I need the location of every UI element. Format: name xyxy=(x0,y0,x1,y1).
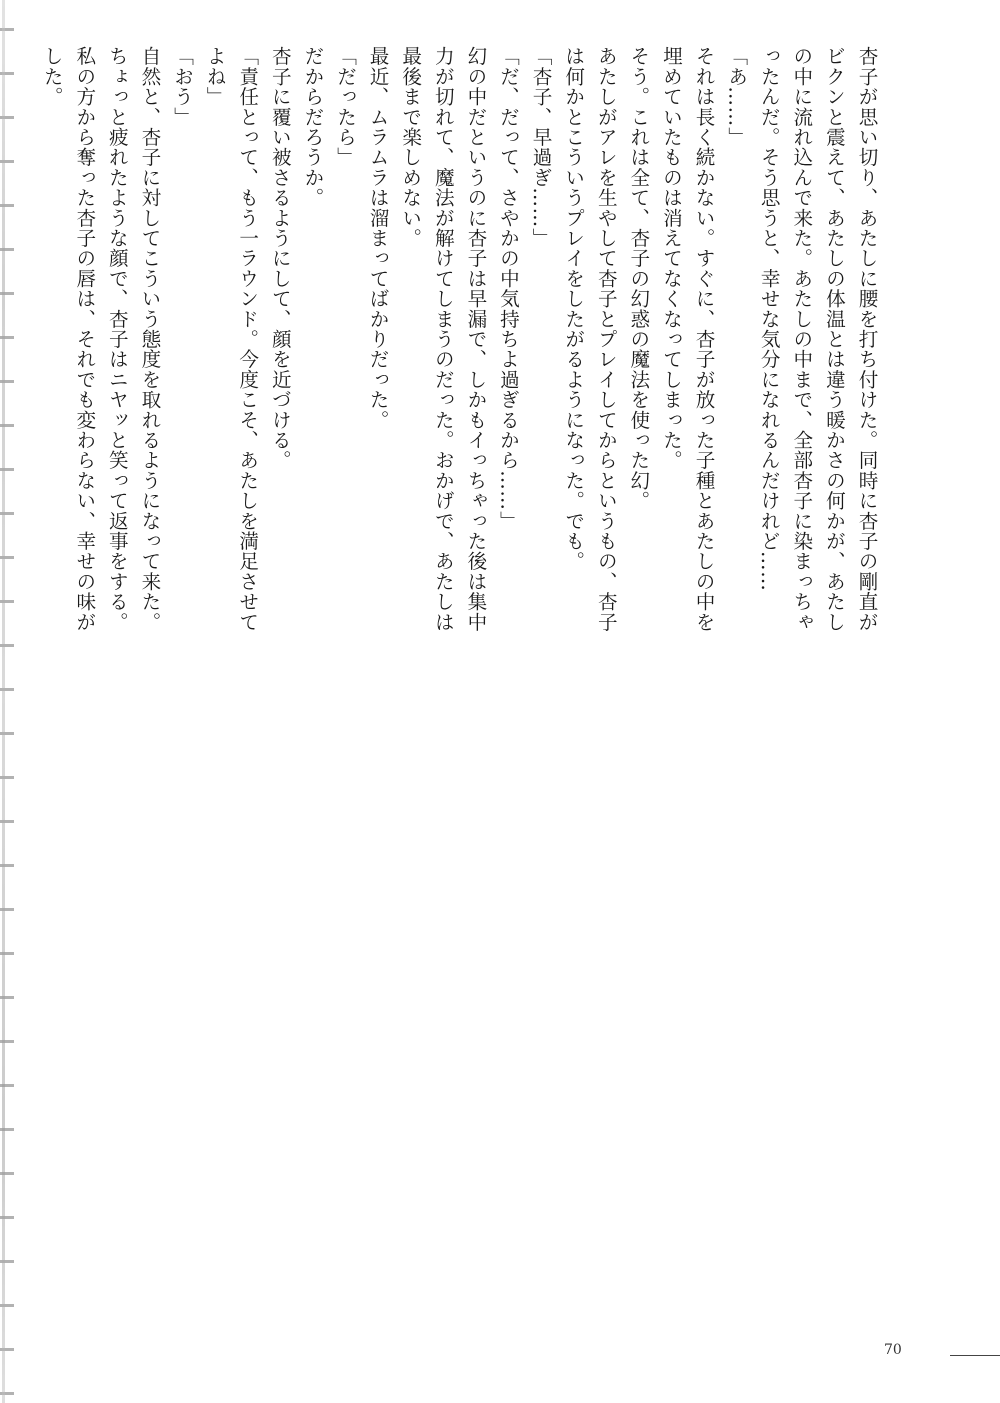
paragraph: あたしがアレを生やして杏子とプレイしてからというもの、杏子は何かとこういうプレイをしたがるようになった。でも。 xyxy=(561,46,618,632)
paragraph: 最近、ムラムラは溜まってばかりだった。 xyxy=(366,46,390,430)
paragraph: 私の方から奪った杏子の唇は、それでも変わらない、幸せの味がした。 xyxy=(40,46,96,632)
paragraph: それは長く続かない。すぐに、杏子が放った子種とあたしの中を埋めていたものは消えてなくなってしまった。 xyxy=(659,46,716,632)
paragraph: 「おう」 xyxy=(170,46,194,127)
paragraph: 杏子に覆い被さるようにして、顔を近づける。 xyxy=(268,46,292,471)
scan-binding-edge xyxy=(0,0,14,1403)
paragraph: 自然と、杏子に対してこういう態度を取れるようになって来た。 xyxy=(137,46,161,632)
page-number-rule xyxy=(950,1355,1000,1356)
paragraph: 「あ……」 xyxy=(724,46,748,147)
body-text xyxy=(35,46,882,646)
paragraph: だからだろうか。 xyxy=(300,46,324,208)
paragraph: 「だったら」 xyxy=(333,46,357,168)
paragraph: ちょっと疲れたような顔で、杏子はニヤッと笑って返事をする。 xyxy=(105,46,129,632)
paragraph: 「杏子、早過ぎ……」 xyxy=(529,46,553,248)
paragraph: 幻の中だというのに杏子は早漏で、しかもイっちゃった後は集中力が切れて、魔法が解けてしまうのだった。おかげで、あたしは最後まで楽しめない。 xyxy=(398,46,487,632)
paragraph: 杏子が思い切り、あたしに腰を打ち付けた。同時に杏子の剛直がビクンと震えて、あたしの体温とは違う暖かさの何かが、あたしの中に流れ込んで来た。あたしの中まで、全部杏子に染まっちゃったんだ。そう思うと、幸せな気分になれるんだけれど…… xyxy=(757,46,878,632)
paragraph: そう。これは全て、杏子の幻惑の魔法を使った幻。 xyxy=(626,46,650,511)
page-number: 70 xyxy=(884,1342,902,1358)
paragraph: 「だ、だって、さやかの中気持ちよ過ぎるから……」 xyxy=(496,46,520,531)
paragraph: 「責任とって、もう一ラウンド。今度こそ、あたしを満足させてよね」 xyxy=(203,46,259,632)
